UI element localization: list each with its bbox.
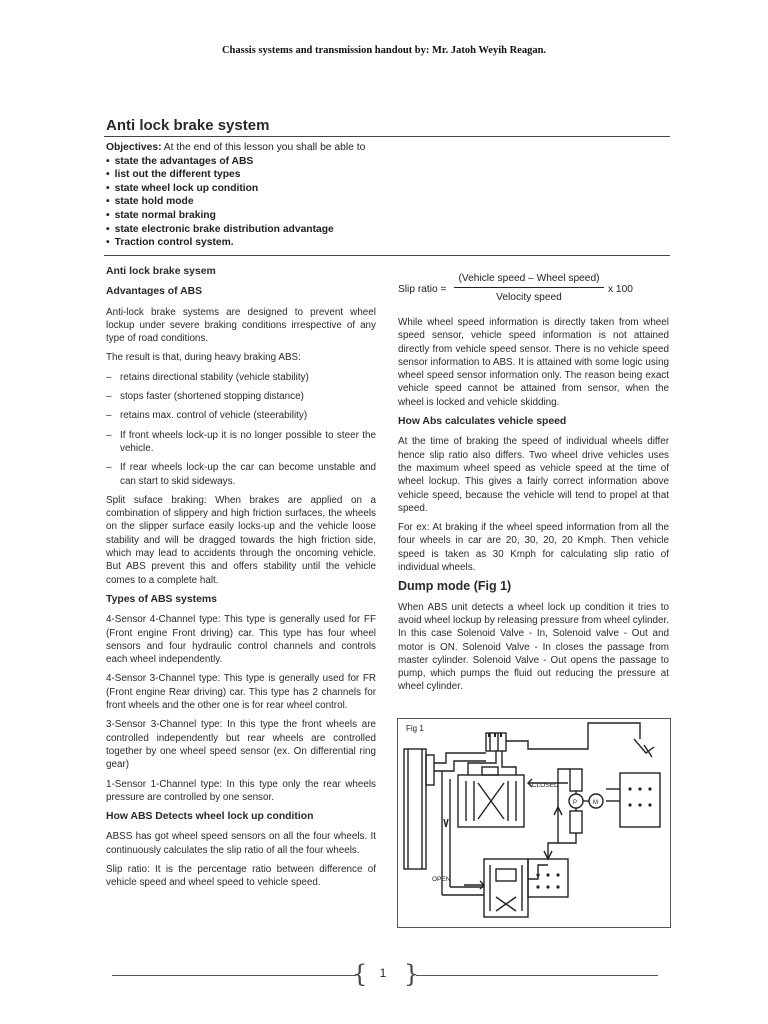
dash-item: – retains directional stability (vehicle stability) [106, 371, 376, 384]
motor-label: M [593, 800, 598, 806]
objectives-list [106, 155, 365, 250]
objective-item: • list out the different types [106, 168, 365, 182]
paragraph: 1-Sensor 1-Channel type: In this type only the rear wheels pressure are controlled by one sensor. [106, 778, 376, 803]
objective-item: • state electronic brake distribution advantage [106, 223, 365, 237]
section-heading: Types of ABS systems [106, 593, 217, 605]
left-column [106, 265, 376, 896]
objectives-rule [104, 255, 670, 256]
section-heading: How ABS Detects wheel lock up condition [106, 811, 314, 823]
section-heading: Dump mode (Fig 1) [398, 579, 512, 594]
paragraph: 4-Sensor 4-Channel type: This type is generally used for FF (Front engine Front driving) car. This type has four wheel sensors and four hydraulic control channels and controls each wheel independently. [106, 614, 376, 666]
objective-item: • Traction control system. [106, 236, 365, 250]
abs-hydraulic-diagram [398, 719, 670, 927]
objective-item: • state the advantages of ABS [106, 155, 365, 169]
footer-line-left [112, 975, 356, 976]
dash-item: – If front wheels lock-up it is no longer possible to steer the vehicle. [106, 429, 376, 456]
section-heading: How Abs calculates vehicle speed [398, 416, 567, 428]
lesson-title: Anti lock brake system [106, 117, 270, 134]
paragraph: Anti-lock brake systems are designed to prevent wheel lockup under severe braking conditions irrespective of any type of road conditions. [106, 306, 376, 345]
pump-upper [570, 769, 582, 791]
pump-lower [570, 811, 582, 833]
formula-denominator: Velocity speed [496, 292, 562, 303]
objectives-intro: At the end of this lesson you shall be able to [161, 142, 366, 153]
footer-brace-left: { [352, 960, 368, 988]
figure-label: Fig 1 [406, 724, 424, 733]
formula-lhs: Slip ratio = [398, 284, 447, 295]
objective-item: • state wheel lock up condition [106, 182, 365, 196]
abs-ecu [620, 773, 660, 827]
footer-brace-right: } [404, 960, 420, 988]
paragraph: 4-Sensor 3-Channel type: This type is generally used for FR (Front engine Rear driving) car. This type has 2 channels for front wheels and the other one is for rear wheel control. [106, 673, 376, 712]
wheel-cylinder [426, 755, 434, 785]
right-column [398, 272, 669, 700]
paragraph: The result is that, during heavy braking ABS: [106, 352, 301, 364]
objective-item: • state hold mode [106, 195, 365, 209]
formula-numerator: (Vehicle speed – Wheel speed) [458, 273, 600, 284]
dash-item: – stops faster (shortened stopping distance) [106, 390, 376, 403]
objectives-lead [106, 141, 365, 155]
paragraph: For ex: At braking if the wheel speed information from all the four wheels in car are 20, 30, 20, 20 Kmph. Then vehicle speed is taken as 30 Kmph for calculating slip ratio of individual wheels. [398, 522, 669, 574]
objectives-label: Objectives: [106, 142, 162, 153]
formula-fraction-bar [454, 287, 604, 288]
page-header: Chassis systems and transmission handout by: Mr. Jatoh Weyih Reagan. [221, 45, 547, 56]
footer-line-right [416, 975, 658, 976]
section-heading: Advantages of ABS [106, 286, 203, 298]
figure-1 [397, 718, 671, 928]
paragraph: While wheel speed information is directly taken from wheel speed sensor, vehicle speed information is not attained directly from vehicle speed sensor. There is no vehicle speed sensor information to ABS. It is attained with some logic using wheel speed sensor information only. The reason being exact vehicle speed cannot be attained from sensor, when the wheel is locked and vehicle skidding. [398, 317, 669, 408]
page-number: 1 [379, 966, 387, 980]
paragraph: Slip ratio: It is the percentage ratio between difference of vehicle speed and wheel speed to vehicle speed. [106, 863, 376, 889]
objectives-block [106, 141, 365, 250]
paragraph: Split suface braking: When brakes are applied on a combination of slippery and high friction surfaces, the wheels on the slipper surface easily locks-up and the vehicle loose stability and will be dragged towards the high friction side, which may lead to accidents through the oncoming vehicle. But ABS prevent this and offers stability until the vehicle comes to a complete halt. [106, 494, 376, 586]
open-label: OPEN [432, 876, 451, 883]
formula-rhs: x 100 [608, 284, 633, 295]
objective-item: • state normal braking [106, 209, 365, 223]
section-heading: Anti lock brake sysem [106, 266, 216, 277]
wheel-brake-assembly [404, 749, 426, 869]
title-rule [104, 136, 670, 137]
slip-ratio-formula [398, 272, 669, 310]
dash-item: – retains max. control of vehicle (steerability) [106, 409, 376, 422]
paragraph: When ABS unit detects a wheel lock up condition it tries to avoid wheel lockup by releasing pressure from wheel cylinder. In this case Solenoid Valve - In, Solenoid valve - Out and motor is ON. Solenoid Valve - In closes the passage from master cylinder. Solenoid Valve - Out opens the passage to pump, which pumps the fluid out reducing the pressure at wheel cylinder. [398, 601, 669, 693]
dash-item: – If rear wheels lock-up the car can become unstable and can start to skid sideways. [106, 461, 376, 488]
pump-label: P [573, 800, 578, 806]
closed-label: CLOSED [532, 782, 559, 789]
paragraph: ABSS has got wheel speed sensors on all the four wheels. It continuously calculates the slip ratio of all the four wheels. [106, 831, 376, 856]
paragraph: At the time of braking the speed of individual wheels differ hence slip ratio also differs. Two wheel drive vehicles uses the maximum wheel speed as vehicle speed at the time of wheel lockup. This gives a fairly correct information above vehicle speed, because the vehicle will tend to propel at that speed. [398, 436, 669, 514]
paragraph: 3-Sensor 3-Channel type: In this type the front wheels are controlled independently but rear wheels are controlled together by one wheel speed sensor (ex. On differential ring gear) [106, 719, 376, 771]
